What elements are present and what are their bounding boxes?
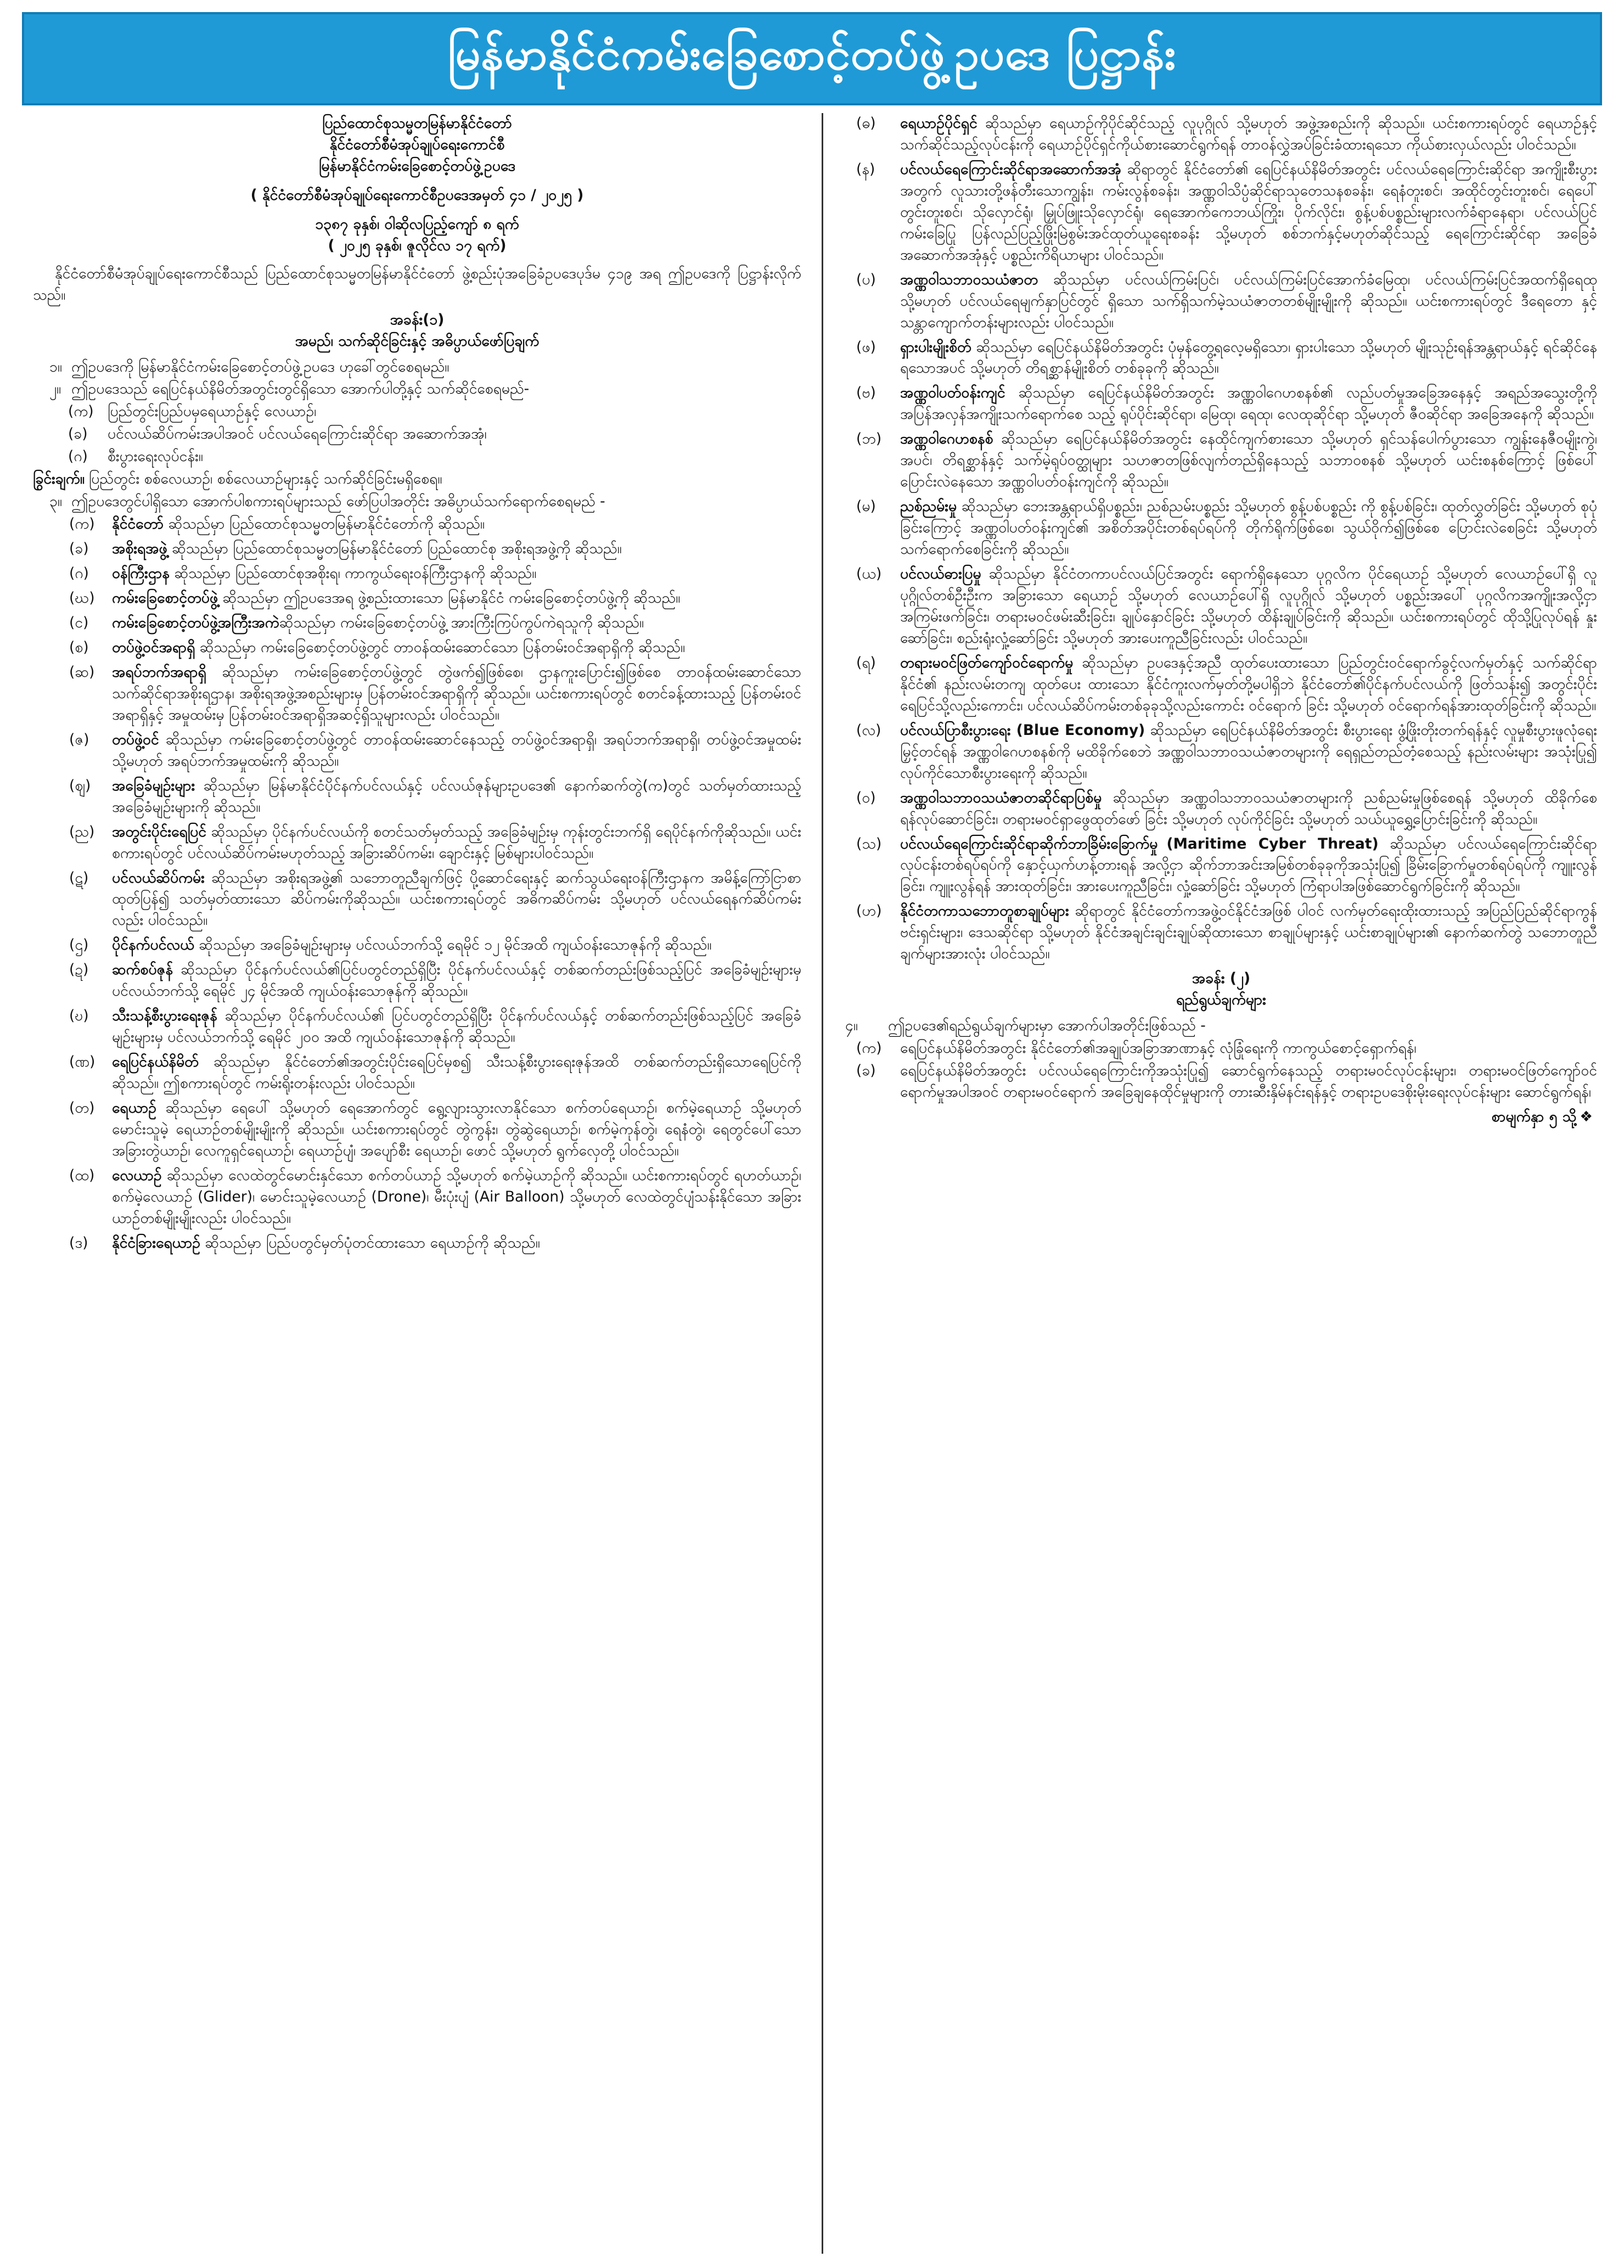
definition-text: ဆိုသည်မှာ ရေပေါ် သို့မဟုတ် ရေအောက်တွင် ရွေ့လျားသွားလာနိုင်သော စက်တပ်ရေယာဉ်၊ စက်မဲ့ရေယာဉ် သို့မဟုတ် မောင်းသူမဲ့ ရေယာဉ်တစ်မျိုးမျိုးကို ဆိုသည်။ ယင်းစကားရပ်တွင် တွဲကွန်း၊ တွဲဆွဲရေယာဉ်၊ စက်မဲ့ကုန်တွဲ၊ ရေနံတွဲ၊ ရေတွင်ပေါ်သော အခြားတွဲယာဉ်၊ လေကူရှင်ရေယာဉ်၊ ရေယာဉ်ပျံ၊ အပျော်စီး ရေယာဉ်၊ ဖောင် သို့မဟုတ် ရွက်လှေတို့ ပါဝင်သည်။	[112, 1099, 801, 1159]
definition-body	[112, 1006, 801, 1048]
header-line-3: မြန်မာနိုင်ငံကမ်းခြေစောင့်တပ်ဖွဲ့ဥပဒေ	[318, 157, 516, 175]
definition-item	[33, 538, 801, 560]
definition-number: (ဟ)	[856, 902, 882, 920]
law-number: ( နိုင်ငံတော်စီမံအုပ်ချုပ်ရေးကောင်စီဥပဒေအမှတ် ၄၁ / ၂၀၂၅ )	[250, 186, 584, 204]
definition-body	[112, 588, 801, 609]
definition-term: အရပ်ဘက်အရာရှိ	[112, 663, 206, 681]
definition-number: (ည)	[69, 823, 95, 840]
header-line-1: ပြည်ထောင်စုသမ္မတမြန်မာနိုင်ငံတော်	[322, 115, 512, 132]
definition-term: ရေယာဉ်	[112, 1099, 156, 1117]
definition-body	[112, 538, 801, 560]
definition-body	[900, 159, 1597, 266]
definition-term: တပ်ဖွဲ့ဝင်အရာရှိ	[112, 638, 195, 656]
enactment-intro: နိုင်ငံတော်စီမံအုပ်ချုပ်ရေးကောင်စီသည် ပြည်ထောင်စုသမ္မတမြန်မာနိုင်ငံတော် ဖွဲ့စည်းပုံအခြေခံဥပဒေပုဒ်မ ၄၁၉ အရ ဤဥပဒေကို ပြဋ္ဌာန်းလိုက်သည်။	[33, 265, 801, 304]
diamond-ornament-icon: ❖	[1580, 1108, 1593, 1125]
definition-text: ဆိုသည်မှာ ဥပဒေနှင့်အညီ ထုတ်ပေးထားသော ပြည်တွင်းဝင်ရောက်ခွင့်လက်မှတ်နှင့် သက်ဆိုင်ရာနိုင်ငံ၏ နည်းလမ်းတကျ ထုတ်ပေး ထားသော နိုင်ငံကူးလက်မှတ်တို့မပါရှိဘဲ နိုင်ငံတော်၏ပိုင်နက်ပင်လယ်ကို ဖြတ်သန်း၍ အတွင်းပိုင်းရေပြင်သို့လည်းကောင်း၊ ပင်လယ်ဆိပ်ကမ်းတစ်ခုခုသို့လည်းကောင်း ဝင်ရောက် ခြင်း သို့မဟုတ် ဝင်ရောက်ရန်အားထုတ်ခြင်းကို ဆိုသည်။	[900, 654, 1597, 714]
column-divider	[822, 113, 823, 2254]
definition-text: ဆိုသည်မှာ ပိုင်နက်ပင်လယ်၏ပြင်ပတွင်တည်ရှိပြီး ပိုင်နက်ပင်လယ်နှင့် တစ်ဆက်တည်းဖြစ်သည့်ပြင် အခြေခံမျဉ်းများမှ ပင်လယ်ဘက်သို့ ရေမိုင် ၂၄ မိုင်အထိ ကျယ်ဝန်းသောဇုန်ကို ဆိုသည်။	[112, 961, 801, 1000]
section-2-item-a	[33, 401, 801, 423]
section-1	[33, 357, 801, 378]
definition-item	[33, 959, 801, 1002]
section-2	[33, 379, 801, 400]
item-number: (ခ)	[68, 425, 88, 443]
definition-text: ဆိုသည်မှာ အခြေခံမျဉ်းများမှ ပင်လယ်ဘက်သို့ ရေမိုင် ၁၂ မိုင်အထိ ကျယ်ဝန်းသောဇုန်ကို ဆိုသည်။	[194, 936, 712, 954]
definition-term: အဏ္ဏဝါသဘာဝသယံဇာတဆိုင်ရာပြစ်မှု	[900, 789, 1102, 806]
definition-term: သီးသန့်စီးပွားရေးဇုန်	[112, 1007, 217, 1025]
definition-text: ဆိုသည်မှာ ကမ်းခြေစောင့်တပ်ဖွဲ့တွင် တာဝန်ထမ်းဆောင်နေသည့် တပ်ဖွဲ့ဝင်အရာရှိ၊ အရပ်ဘက်အရာရှိ၊ တပ်ဖွဲ့ဝင်အမှုထမ်း သို့မဟုတ် အရပ်ဘက်အမှုထမ်းကို ဆိုသည်။	[112, 731, 801, 770]
definition-number: (ဗ)	[856, 384, 876, 402]
definition-body	[112, 935, 801, 956]
definition-item	[33, 1233, 801, 1254]
definition-term: ပင်လယ်ဓားပြမှု	[900, 565, 981, 583]
definition-text: ဆိုသည်မှာ ရေပြင်နယ်နိမိတ်အတွင်း နေထိုင်ကျက်စားသော သို့မဟုတ် ရှင်သန်ပေါက်ပွားသော ကျွန်းနေဇီဝမျိုးကွဲ၊ အပင်၊ တိရစ္ဆာန်နှင့် သက်မဲ့ရုပ်ဝတ္ထုများ သဟဇာတဖြစ်လျက်တည်ရှိနေသည့် သဘာဝစနစ် သို့မဟုတ် ယင်းစနစ်ကြောင့် ဖြစ်ပေါ် ပြောင်းလဲနေသော အဏ္ဏဝါပတ်ဝန်းကျင်ကို ဆိုသည်။	[900, 430, 1597, 491]
section-text: ဤဥပဒေ၏ရည်ရွယ်ချက်များမှာ အောက်ပါအတိုင်းဖြစ်သည် -	[888, 1017, 1206, 1035]
definition-number: (င)	[69, 614, 89, 632]
definition-body	[112, 729, 801, 772]
definition-body	[112, 514, 801, 535]
item-text: ပင်လယ်ဆိပ်ကမ်းအပါအဝင် ပင်လယ်ရေကြောင်းဆိုင်ရာ အဆောက်အအုံ၊	[108, 425, 487, 443]
definition-body	[112, 637, 801, 659]
definition-item	[845, 564, 1597, 649]
definition-term: ဆက်စပ်ဇုန်	[112, 961, 173, 979]
definition-number: (ရ)	[856, 654, 876, 671]
definition-item	[33, 935, 801, 956]
definition-body	[900, 834, 1597, 898]
definition-number: (ဏ)	[69, 1053, 95, 1071]
definition-item	[33, 637, 801, 659]
definition-body	[112, 1165, 801, 1230]
definition-body	[900, 383, 1597, 425]
definition-item	[845, 113, 1597, 156]
definition-text: ဆိုသည်မှာ ရေယာဉ်ကိုပိုင်ဆိုင်သည့် လူပုဂ္ဂိုလ် သို့မဟုတ် အဖွဲ့အစည်းကို ဆိုသည်။ ယင်းစကားရပ်တွင် ရေယာဉ်နှင့် သက်ဆိုင်သည့်လုပ်ငန်းကို ရေယာဉ်ပိုင်ရှင်ကိုယ်စားဆောင်ရွက်ရန် တာဝန်လွှဲအပ်ခြင်းခံထားရသော ကိုယ်စားလှယ်လည်း ပါဝင်သည်။	[900, 115, 1597, 153]
definition-term: ကမ်းခြေစောင့်တပ်ဖွဲ့အကြီးအကဲ	[112, 614, 279, 632]
definition-number: (ဈ)	[69, 777, 91, 794]
definition-body	[112, 1098, 801, 1162]
definition-item	[845, 834, 1597, 898]
section-text: ဤဥပဒေသည် ရေပြင်နယ်နိမိတ်အတွင်းတွင်ရှိသော အောက်ပါတို့နှင့် သက်ဆိုင်စေရမည်-	[71, 380, 530, 398]
definition-item	[845, 653, 1597, 717]
definition-item	[845, 496, 1597, 560]
item-text: ရေပြင်နယ်နိမိတ်အတွင်း နိုင်ငံတော်၏အချုပ်အခြာအာဏာနှင့် လုံခြုံရေးကို ကာကွယ်စောင့်ရှောက်ရန်၊	[900, 1040, 1417, 1057]
definition-item	[845, 429, 1597, 493]
definition-text: ဆိုသည်မှာ အစိုးရအဖွဲ့၏ သဘောတူညီချက်ဖြင့် ပို့ဆောင်ရေးနှင့် ဆက်သွယ်ရေးဝန်ကြီးဌာနက အမိန့်ကြော်ငြာစာထုတ်ပြန်၍ သတ်မှတ်ထားသော ဆိပ်ကမ်းကိုဆိုသည်။ ယင်းစကားရပ်တွင် အဓိကဆိပ်ကမ်း သို့မဟုတ် ပင်လယ်ရေနက်ဆိပ်ကမ်းလည်း ပါဝင်သည်။	[112, 869, 801, 929]
definition-text: ဆိုသည်မှာ လေထဲတွင်မောင်းနှင်သော စက်တပ်ယာဉ် သို့မဟုတ် စက်မဲ့ယာဉ်ကို ဆိုသည်။ ယင်းစကားရပ်တွင် ရဟတ်ယာဉ်၊ စက်မဲ့လေယာဉ် (Glider)၊ မောင်းသူမဲ့လေယာဉ် (Drone)၊ မီးပုံးပျံ (Air Balloon) သို့မဟုတ် လေထဲတွင်ပျံသန်းနိုင်သော အခြားယာဉ်တစ်မျိုးမျိုးလည်း ပါဝင်သည်။	[112, 1166, 801, 1227]
left-column	[33, 113, 801, 2254]
definition-term: အဏ္ဏဝါပတ်ဝန်းကျင်	[900, 384, 1005, 402]
section-2-exception	[33, 469, 801, 490]
definition-text: ဆိုသည်မှာ ရေပြင်နယ်နိမိတ်အတွင်း စီးပွားရေး ဖွံ့ဖြိုးတိုးတက်ရန်နှင့် လူမှုစီးပွားဖူလုံရေးမြှင့်တင်ရန် အဏ္ဏဝါဂေဟစနစ်ကို မထိခိုက်စေဘဲ အဏ္ဏဝါသဘာဝသယံဇာတများကို ရေရှည်တည်တံ့စေသည့် နည်းလမ်းများ အသုံးပြု၍ လုပ်ကိုင်သောစီးပွားရေးကို ဆိုသည်။	[900, 721, 1597, 782]
definition-number: (ဇ)	[69, 731, 89, 748]
definition-number: (ဖ)	[856, 338, 876, 356]
definition-term: ရေပြင်နယ်နိမိတ်	[112, 1053, 199, 1071]
definition-term: ပင်လယ်ဆိပ်ကမ်း	[112, 869, 205, 886]
definition-item	[33, 588, 801, 609]
definition-number: (ဓ)	[856, 115, 876, 132]
definition-term: အဏ္ဏဝါသဘာဝသယံဇာတ	[900, 271, 1038, 288]
definition-body	[112, 563, 801, 585]
definition-item	[33, 729, 801, 772]
date-myanmar: ၁၃၈၇ ခုနှစ်၊ ဝါဆိုလပြည့်ကျော် ၈ ရက်	[315, 215, 519, 233]
definition-text: ဆိုသည်မှာ နိုင်ငံတကာပင်လယ်ပြင်အတွင်း ရောက်ရှိနေသော ပုဂ္ဂလိက ပိုင်ရေယာဉ် သို့မဟုတ် လေယာဉ်ပေါ်ရှိ လူပုဂ္ဂိုလ်တစ်ဦးဦးက အခြားသော ရေယာဉ် သို့မဟုတ် လေယာဉ်ပေါ်ရှိ လူပုဂ္ဂိုလ် သို့မဟုတ် ပစ္စည်းအပေါ် ပုဂ္ဂလိကအကျိုးအလို့ငှာ အကြမ်းဖက်ခြင်း၊ တရားမဝင်ဖမ်းဆီးခြင်း၊ ချုပ်နှောင်ခြင်း သို့မဟုတ် ထိန်းချုပ်ခြင်းကို ဆိုသည်။ ယင်းစကားရပ်တွင် ထိုသို့ပြုလုပ်ရန် နှုးဆော်ခြင်း၊ စည်းရုံးလှုံ့ဆော်ခြင်း သို့မဟုတ် အားပေးကူညီခြင်းလည်း ပါဝင်သည်။	[900, 565, 1597, 647]
definition-term: နိုင်ငံတော်	[112, 515, 164, 533]
definition-item	[845, 383, 1597, 425]
definition-text: ဆိုသည်မှာ ပြည်ထောင်စုသမ္မတမြန်မာနိုင်ငံတော် ပြည်ထောင်စု အစိုးရအဖွဲ့ကို ဆိုသည်။	[167, 540, 622, 558]
definition-text: ဆိုသည်မှာ ကမ်းခြေစောင့်တပ်ဖွဲ့ အားကြီးကြပ်ကွပ်ကဲရသူကို ဆိုသည်။	[279, 614, 644, 632]
definition-body	[900, 653, 1597, 717]
definition-item	[33, 1052, 801, 1094]
section-4-item-a	[845, 1038, 1597, 1059]
definition-item	[33, 776, 801, 818]
definition-number: (ဃ)	[69, 590, 95, 607]
definition-text: ဆိုသည်မှာ ပင်လယ်ရေကြောင်းဆိုင်ရာ လုပ်ငန်းတစ်ရပ်ရပ်ကို နှောင့်ယှက်ဟန့်တားရန် အလို့ငှာ ဆိုက်ဘာအင်းအမြစ်တစ်ခုခုကိုအသုံးပြု၍ ခြိမ်းခြောက်မှုတစ်ရပ်ရပ်ကို ကျူးလွန်ခြင်း၊ ကျူးလွန်ရန် အားထုတ်ခြင်း၊ အားပေးကူညီခြင်း၊ လှုံ့ဆော်ခြင်း သို့မဟုတ် ကြံရာပါအဖြစ်ဆောင်ရွက်ခြင်းကို ဆိုသည်။	[900, 835, 1597, 895]
definition-number: (ဝ)	[856, 789, 876, 806]
definition-body	[112, 868, 801, 932]
definition-term: တရားမဝင်ဖြတ်ကျော်ဝင်ရောက်မှု	[900, 654, 1074, 671]
item-text: စီးပွားရေးလုပ်ငန်း။	[108, 448, 203, 465]
definition-number: (က)	[69, 515, 95, 533]
definition-text: ဆိုသည်မှာ ပိုင်နက်ပင်လယ်ကို စတင်သတ်မှတ်သည့် အခြေခံမျဉ်းမှ ကုန်းတွင်းဘက်ရှိ ရေပိုင်နက်ကိုဆိုသည်။ ယင်းစကားရပ်တွင် ပင်လယ်ဆိပ်ကမ်းမဟုတ်သည့် အခြားဆိပ်ကမ်း၊ ချောင်းနှင့် မြစ်များပါဝင်သည်။	[112, 823, 801, 862]
exception-text: ပြည်တွင်း စစ်လေယာဉ်၊ စစ်လေယာဉ်များနှင့် သက်ဆိုင်ခြင်းမရှိစေရ။	[88, 470, 442, 488]
definition-term: လေယာဉ်	[112, 1166, 162, 1184]
definition-text: ဆိုသည်မှာ ပြည်ထောင်စုအစိုးရ၊ ကာကွယ်ရေးဝန်ကြီးဌာနကို ဆိုသည်။	[170, 565, 537, 582]
definition-text: ဆိုသည်မှာ ဤဥပဒေအရ ဖွဲ့စည်းထားသော မြန်မာနိုင်ငံ ကမ်းခြေစောင့်တပ်ဖွဲ့ကို ဆိုသည်။	[218, 590, 681, 607]
definition-body	[112, 613, 801, 634]
definition-body	[900, 496, 1597, 560]
continued-text: စာမျက်နှာ ၅ သို့	[1491, 1108, 1577, 1125]
definition-number: (စ)	[69, 638, 89, 656]
definition-item	[33, 1098, 801, 1162]
definition-body	[900, 337, 1597, 380]
definition-item	[33, 1006, 801, 1048]
definition-number: (န)	[856, 160, 875, 178]
banner-title: မြန်မာနိုင်ငံကမ်းခြေစောင့်တပ်ဖွဲ့ဥပဒေ ပြဋ္ဌာန်း	[448, 29, 1176, 80]
definition-text: ဆိုသည်မှာ ပြည်ထောင်စုသမ္မတမြန်မာနိုင်ငံတော်ကို ဆိုသည်။	[164, 515, 485, 533]
definition-text: ဆိုသည်မှာ ကမ်းခြေစောင့်တပ်ဖွဲ့တွင် တွဲဖက်၍ဖြစ်စေ၊ ဌာနကူးပြောင်း၍ဖြစ်စေ တာဝန်ထမ်းဆောင်သော သက်ဆိုင်ရာအစိုးရဌာန၊ အစိုးရအဖွဲ့အစည်းများမှ ပြန်တမ်းဝင်အရာရှိကို ဆိုသည်။ ယင်းစကားရပ်တွင် စတင်ခန့်ထားသည့် ပြန်တမ်းဝင်အရာရှိနှင့် အမှုထမ်းမှ ပြန်တမ်းဝင်အရာရှိအဆင့်ရှိသူများလည်း ပါဝင်သည်။	[112, 663, 801, 723]
definition-number: (ဍ)	[69, 961, 89, 979]
definition-number: (ဆ)	[69, 663, 95, 681]
definition-number: (သ)	[856, 835, 882, 852]
definition-item	[33, 662, 801, 726]
definition-number: (ပ)	[856, 271, 876, 288]
item-number: (ဂ)	[68, 448, 88, 465]
definition-text: ဆိုသည်မှာ ကမ်းခြေစောင့်တပ်ဖွဲ့တွင် တာဝန်ထမ်းဆောင်သော ပြန်တမ်းဝင်အရာရှိကို ဆိုသည်။	[195, 638, 685, 656]
definition-term: ပင်လယ်ရေကြောင်းဆိုင်ရာဆိုက်ဘာခြိမ်းခြောက်မှု	[900, 835, 1158, 852]
definition-number: (ဌ)	[69, 936, 89, 954]
definition-text: ဆိုသည်မှာ ပင်လယ်ကြမ်းပြင်၊ ပင်လယ်ကြမ်းပြင်အောက်ခံမြေထု၊ ပင်လယ်ကြမ်းပြင်အထက်ရှိရေထု သို့မဟုတ် ပင်လယ်ရေမျက်နှာပြင်တွင် ရှိသော သက်ရှိသက်မဲ့သယံဇာတတစ်မျိုးမျိုးကို ဆိုသည်။ ယင်းစကားရပ်တွင် ဒီရေတော နှင့် သန္တာကျောက်တန်းများလည်း ပါဝင်သည်။	[900, 271, 1597, 331]
definition-number: (ဎ)	[69, 1007, 89, 1025]
definition-body	[900, 720, 1597, 784]
definition-number: (ဘ)	[856, 430, 882, 448]
definition-text: ဆိုသည်မှာ ဘေးအန္တရာယ်ရှိပစ္စည်း၊ ညစ်ညမ်းပစ္စည်း သို့မဟုတ် စွန့်ပစ်ပစ္စည်း ကို စွန့်ပစ်ခြင်း၊ ထုတ်လွှတ်ခြင်း သို့မဟုတ် စုပုံခြင်းကြောင့် အဏ္ဏဝါပတ်ဝန်းကျင်၏ အစိတ်အပိုင်းတစ်ရပ်ရပ်ကို တိုက်ရိုက်ဖြစ်စေ၊ သွယ်ဝိုက်၍ဖြစ်စေ ပြောင်းလဲစေခြင်း သို့မဟုတ် သက်ရောက်စေခြင်းကို ဆိုသည်။	[900, 498, 1597, 558]
definition-term: ရှားပါးမျိုးစိတ်	[900, 338, 971, 356]
definitions-list-left	[33, 514, 801, 1254]
definition-body	[112, 959, 801, 1002]
item-text: ရေပြင်နယ်နိမိတ်အတွင်း ပင်လယ်ရေကြောင်းကိုအသုံးပြု၍ ဆောင်ရွက်နေသည့် တရားမဝင်လုပ်ငန်းများ၊ တရားမဝင်ဖြတ်ကျော်ဝင်ရောက်မှုအပါအဝင် တရားမဝင်ရောက် အခြေချနေထိုင်မှုများကို တားဆီးနှိမ်နင်းရန်နှင့် တရားဥပဒေစိုးမိုးရေးလုပ်ငန်းများ ဆောင်ရွက်ရန်၊	[900, 1062, 1597, 1101]
section-2-item-c	[33, 446, 801, 468]
definition-number: (လ)	[856, 721, 881, 739]
definition-body	[112, 822, 801, 864]
item-number: (ခ)	[856, 1062, 876, 1080]
chapter-2-number: အခန်း (၂)	[1192, 970, 1251, 987]
section-4-item-b	[845, 1060, 1597, 1103]
section-number: ၁။	[49, 358, 62, 375]
definition-item	[845, 788, 1597, 830]
section-4	[845, 1015, 1597, 1037]
definition-body	[900, 901, 1597, 965]
chapter-1-number: အခန်း(၁)	[390, 311, 445, 328]
definition-item	[845, 901, 1597, 965]
definition-number: (ဋ)	[69, 869, 89, 886]
section-text: ဤဥပဒေကို မြန်မာနိုင်ငံကမ်းခြေစောင့်တပ်ဖွဲ့ဥပဒေ ဟုခေါ်တွင်စေရမည်။	[71, 358, 449, 375]
definition-body	[900, 564, 1597, 649]
definition-term: နိုင်ငံခြားရေယာဉ်	[112, 1234, 200, 1251]
definition-term: ပိုင်နက်ပင်လယ်	[112, 936, 194, 954]
definition-item	[33, 613, 801, 634]
definition-term: ကမ်းခြေစောင့်တပ်ဖွဲ့	[112, 590, 218, 607]
definition-number: (ခ)	[69, 540, 89, 558]
definition-item	[845, 270, 1597, 334]
definition-text: ဆိုသည်မှာ ပိုင်နက်ပင်လယ်၏ ပြင်ပတွင်တည်ရှိပြီး ပိုင်နက်ပင်လယ်နှင့် တစ်ဆက်တည်းဖြစ်သည့်ပြင် အခြေခံမျဉ်းများမှ ပင်လယ်ဘက်သို့ ရေမိုင် ၂၀၀ အထိ ကျယ်ဝန်းသောဇုန်ကို ဆိုသည်။	[112, 1007, 801, 1046]
definition-body	[112, 662, 801, 726]
definition-body	[112, 1233, 801, 1254]
definition-item	[33, 563, 801, 585]
definition-term: ပင်လယ်ပြာစီးပွားရေး (Blue Economy)	[900, 721, 1145, 739]
definition-text: ဆိုသည်မှာ ရေပြင်နယ်နိမိတ်အတွင်း ပုံမှန်တွေ့ရလေ့မရှိသော၊ ရှားပါးသော သို့မဟုတ် မျိုးသုဉ်းရန်အန္တရာယ်နှင့် ရင်ဆိုင်နေရသောအပင် သို့မဟုတ် တိရစ္ဆာန်မျိုးစိတ် တစ်ခုခုကို ဆိုသည်။	[900, 338, 1597, 377]
definition-item	[33, 1165, 801, 1230]
definitions-list-right	[845, 113, 1597, 965]
definition-text: ဆိုသည်မှာ ပြည်ပတွင်မှတ်ပုံတင်ထားသော ရေယာဉ်ကို ဆိုသည်။	[200, 1234, 540, 1251]
definition-text: ဆိုရာတွင် နိုင်ငံတော်ကအဖွဲ့ဝင်နိုင်ငံအဖြစ် ပါဝင် လက်မှတ်ရေးထိုးထားသည့် အပြည်ပြည်ဆိုင်ရာကွန်ဗင်းရှင်းများ၊ ဒေသဆိုင်ရာ သို့မဟုတ် နိုင်ငံအချင်းချင်းချုပ်ဆိုထားသော စာချုပ်များနှင့် ယင်းစာချုပ်များ၏ နောက်ဆက်တွဲ သဘောတူညီချက်များအားလုံး ပါဝင်သည်။	[900, 902, 1597, 963]
chapter-2-title: ရည်ရွယ်ချက်များ	[1176, 991, 1266, 1009]
item-number: (က)	[68, 403, 94, 420]
item-number: (က)	[856, 1040, 882, 1057]
section-number: ၄။	[845, 1017, 858, 1035]
definition-number: (တ)	[69, 1099, 95, 1117]
chapter-1-title: အမည်၊ သက်ဆိုင်ခြင်းနှင့် အဓိပ္ပာယ်ဖော်ပြချက်	[295, 332, 540, 350]
definition-body	[900, 270, 1597, 334]
section-3	[33, 491, 801, 513]
definition-term: တပ်ဖွဲ့ဝင်	[112, 731, 159, 748]
definition-number: (ယ)	[856, 565, 882, 583]
header-line-2: နိုင်ငံတော်စီမံအုပ်ချုပ်ရေးကောင်စီ	[329, 136, 505, 153]
definition-text: ဆိုသည်မှာ မြန်မာနိုင်ငံပိုင်နက်ပင်လယ်နှင့် ပင်လယ်ဇုန်များဥပဒေ၏ နောက်ဆက်တွဲ(က)တွင် သတ်မှတ်ထားသည့် အခြေခံမျဉ်းများကို ဆိုသည်။	[112, 777, 801, 816]
definition-item	[33, 868, 801, 932]
definition-body	[900, 429, 1597, 493]
definition-body	[112, 776, 801, 818]
right-column	[845, 113, 1597, 2254]
definition-number: (ဒ)	[69, 1234, 88, 1251]
definition-text: ဆိုသည်မှာ ရေပြင်နယ်နိမိတ်အတွင်း အဏ္ဏဝါဂေဟစနစ်၏ လည်ပတ်မှုအခြေအနေနှင့် အရည်အသွေးတို့ကို အပြန်အလှန်အကျိုးသက်ရောက်စေ သည့် ရုပ်ပိုင်းဆိုင်ရာ၊ မြေထု၊ ရေထု၊ လေထုဆိုင်ရာ သို့မဟုတ် ဇီဝဆိုင်ရာ အခြေအနေကို ဆိုသည်။	[900, 384, 1597, 423]
definition-item	[845, 159, 1597, 266]
item-text: ပြည်တွင်းပြည်ပမှရေယာဉ်နှင့် လေယာဉ်၊	[108, 403, 317, 420]
definition-text: ဆိုသည်မှာ အဏ္ဏဝါသဘာဝသယံဇာတများကို ညစ်ညမ်းမှုဖြစ်စေရန် သို့မဟုတ် ထိခိုက်စေရန်လုပ်ဆောင်ခြင်း၊ တရားမဝင်ရှာဖွေထုတ်ဖော် ခြင်း သို့မဟုတ် လုပ်ကိုင်ခြင်း သို့မဟုတ် သယ်ယူရွှေ့ပြောင်းခြင်းကို ဆိုသည်။	[900, 789, 1597, 828]
definition-item	[845, 720, 1597, 784]
definition-term: အဏ္ဏဝါဂေဟစနစ်	[900, 430, 993, 448]
definition-term: အခြေခံမျဉ်းများ	[112, 777, 195, 794]
definition-term-english: (Maritime Cyber Threat)	[1166, 835, 1379, 852]
definition-term: ရေယာဉ်ပိုင်ရှင်	[900, 115, 977, 132]
title-banner	[22, 12, 1602, 105]
exception-term: ခြွင်းချက်။	[33, 470, 85, 488]
definition-term: အစိုးရအဖွဲ့	[112, 540, 167, 558]
definition-term: ဝန်ကြီးဌာန	[112, 565, 170, 582]
section-number: ၃။	[49, 493, 62, 510]
definition-body	[112, 1052, 801, 1094]
continued-on-page	[845, 1107, 1597, 1128]
definition-text: ဆိုသည်မှာ နိုင်ငံတော်၏အတွင်းပိုင်းရေပြင်မှစ၍ သီးသန့်စီးပွားရေးဇုန်အထိ တစ်ဆက်တည်းရှိသောရေပြင်ကို ဆိုသည်။ ဤစကားရပ်တွင် ကမ်းရိုးတန်းလည်း ပါဝင်သည်။	[112, 1053, 801, 1092]
definition-item	[33, 822, 801, 864]
definition-number: (မ)	[856, 498, 876, 515]
date-gregorian: ( ၂၀၂၅ ခုနှစ်၊ ဇူလိုင်လ ၁၇ ရက်)	[328, 237, 507, 254]
section-2-item-b	[33, 424, 801, 445]
definition-term: နိုင်ငံတကာသဘောတူစာချုပ်များ	[900, 902, 1069, 920]
definition-body	[900, 788, 1597, 830]
section-text: ဤဥပဒေတွင်ပါရှိသော အောက်ပါစကားရပ်များသည် ဖော်ပြပါအတိုင်း အဓိပ္ပာယ်သက်ရောက်စေရမည် -	[71, 493, 605, 510]
definition-body	[900, 113, 1597, 156]
definition-term: ညစ်ညမ်းမှု	[900, 498, 957, 515]
definition-number: (ဂ)	[69, 565, 89, 582]
definition-item	[33, 514, 801, 535]
definition-term: ပင်လယ်ရေကြောင်းဆိုင်ရာအဆောက်အအုံ	[900, 160, 1121, 178]
definition-number: (ထ)	[69, 1166, 95, 1184]
definition-item	[845, 337, 1597, 380]
section-number: ၂။	[49, 380, 61, 398]
definition-term: အတွင်းပိုင်းရေပြင်	[112, 823, 206, 840]
definition-text: ဆိုရာတွင် နိုင်ငံတော်၏ ရေပြင်နယ်နိမိတ်အတွင်း ပင်လယ်ရေကြောင်းဆိုင်ရာ အကျိုးစီးပွားအတွက် လူသားတို့ဖန်တီးသောကျွန်း၊ ကမ်းလွန်စခန်း၊ အဏ္ဏဝါသိပ္ပံဆိုင်ရာသုတေသနစခန်း၊ ရေနံတူးစင်၊ အထိုင်တွင်းတူးစင်၊ ရေပေါ်တွင်းတူးစင်၊ သိုလှောင်ရုံ၊ မြှုပ်ဖြူးသိုလှောင်ရုံ၊ ရေအောက်ကေဘယ်ကြိုး၊ ပိုက်လိုင်း၊ စွန့်ပစ်ပစ္စည်းများလက်ခံရာနေရာ၊ ပင်လယ်ပြင်ကမ်းခြေပြု ပြန်လည်ပြည့်ဖြိုးမြဲစွမ်းအင်ထုတ်ယူရေးစခန်း သို့မဟုတ် စစ်ဘက်နှင့်မဟုတ်ဆိုင်သည့် ရေကြောင်းဆိုင်ရာ အခြေခံ အဆောက်အအုံနှင့် ပစ္စည်းကိရိယာများ ပါဝင်သည်။	[900, 160, 1597, 263]
